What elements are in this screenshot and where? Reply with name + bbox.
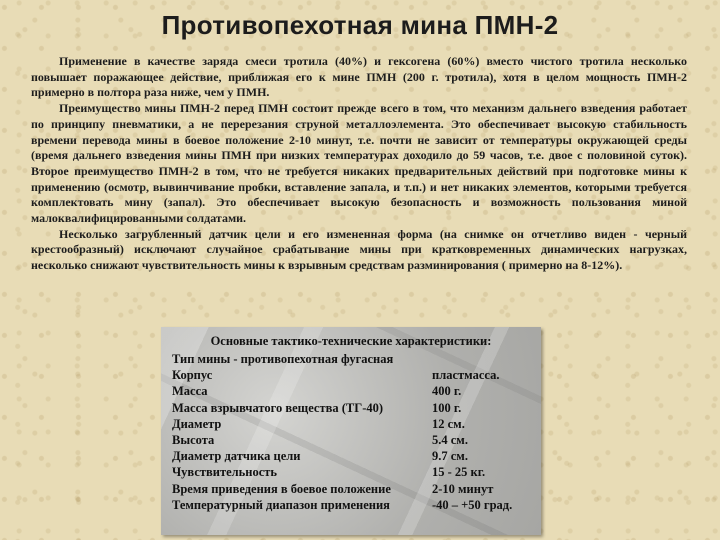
- spec-row: [172, 448, 537, 464]
- specs-heading: Основные тактико-технические характеристики:: [210, 334, 492, 348]
- spec-row: [172, 432, 537, 448]
- spec-label: Высота: [172, 432, 215, 447]
- spec-value: -40 – +50 град.: [432, 497, 513, 512]
- paragraph: Несколько загрубленный датчик цели и его измененная форма (на снимке он отчетливо виден - черный крестообразный) исключают случайное срабатывание мины при кратковременных динамических нагрузках, несколько снижают чувствительность мины к взрывным средствам разминирования ( примерно на 8-12%).: [31, 226, 687, 273]
- spec-label: Масса взрывчатого вещества (ТГ-40): [172, 400, 384, 415]
- spec-row: [172, 497, 537, 513]
- spec-value: 9.7 см.: [432, 449, 468, 464]
- spec-label: Диаметр: [172, 416, 222, 431]
- spec-label: Чувствительность: [172, 465, 278, 480]
- spec-label: Тип мины - противопехотная фугасная: [172, 352, 394, 366]
- paragraph: Применение в качестве заряда смеси тротила (40%) и гексогена (60%) вместо чистого тротила несколько повышает поражающее действие, приближая его к мине ПМН (200 г. тротила), хотя в целом мощность ПМН-2 примерно в полтора раза ниже, чем у ПМН.: [31, 54, 687, 100]
- spec-row: [172, 416, 537, 432]
- spec-label: Масса: [172, 384, 208, 399]
- spec-row: [172, 400, 537, 416]
- page-title: Противопехотная мина ПМН-2: [161, 10, 559, 40]
- spec-value: 12 см.: [432, 416, 465, 431]
- spec-label: Время приведения в боевое положение: [172, 481, 391, 496]
- article-body: [31, 54, 687, 274]
- spec-label: Температурный диапазон применения: [172, 497, 390, 512]
- spec-row: [172, 367, 537, 383]
- specs-list: [172, 351, 537, 513]
- spec-row: [172, 481, 537, 497]
- spec-row: [172, 383, 537, 399]
- spec-value: 15 - 25 кг.: [432, 465, 486, 480]
- spec-label: Диаметр датчика цели: [172, 449, 301, 464]
- spec-value: 100 г.: [432, 400, 462, 415]
- spec-value: 400 г.: [432, 384, 462, 399]
- spec-row: [172, 351, 537, 367]
- spec-value: 2-10 минут: [432, 481, 494, 496]
- paragraph: Преимущество мины ПМН-2 перед ПМН состоит прежде всего в том, что механизм дальнего взведения работает по принципу пневматики, а не перерезания струной металлоэлемента. Это обеспечивает высокую стабильность времени перевода мины в боевое положение 2-10 минут, т.е. почти не зависит от температуры окружающей среды (время дальнего взведения мины ПМН при низких температурах доходило до 59 часов, т.е. двое с половиной суток). Второе преимущество ПМН-2 в том, что не требуется никаких предварительных действий при подготовке мины к применению (осмотр, вывинчивание пробки, вставление запала, и т.п.) и нет никаких элементов, которыми требуется комплектовать мину (запал). Это обеспечивает высокую безопасность и возможность пользования миной малоквалифицированными солдатами.: [31, 101, 687, 226]
- spec-label: Корпус: [172, 368, 213, 383]
- spec-value: 5.4 см.: [432, 432, 468, 447]
- spec-value: пластмасса.: [432, 368, 500, 383]
- specs-card: [161, 327, 541, 535]
- spec-row: [172, 464, 537, 480]
